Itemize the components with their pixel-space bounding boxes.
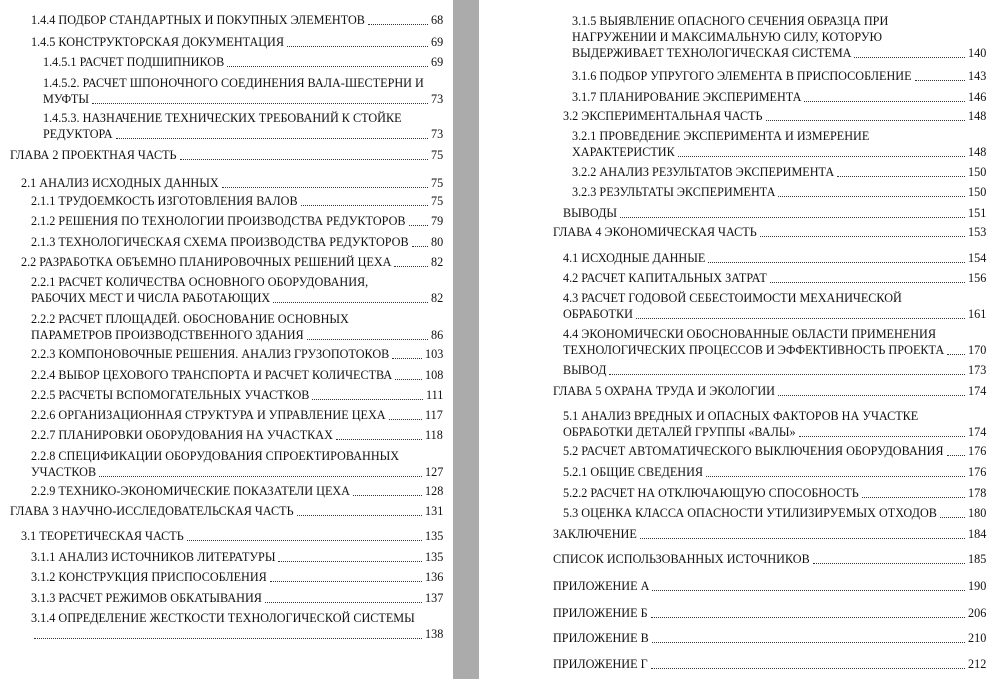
dot-leader — [287, 46, 428, 47]
dot-leader — [651, 617, 965, 618]
toc-page-number: 151 — [968, 206, 987, 220]
dot-leader — [609, 374, 965, 375]
dot-leader — [766, 120, 965, 121]
toc-entry-title: 1.4.5.2. РАСЧЕТ ШПОНОЧНОГО СОЕДИНЕНИЯ ВАЛА-ШЕСТЕРНИ И — [43, 76, 424, 90]
toc-page-number: 68 — [431, 13, 444, 27]
toc-entry-title: 1.4.5 КОНСТРУКТОРСКАЯ ДОКУМЕНТАЦИЯ — [31, 35, 284, 49]
dot-leader — [640, 538, 965, 539]
toc-entry[interactable] — [563, 443, 986, 459]
dot-leader — [265, 602, 422, 603]
toc-page-number: 117 — [425, 408, 443, 422]
toc-entry[interactable] — [553, 224, 986, 240]
toc-entry-title: 5.2.2 РАСЧЕТ НА ОТКЛЮЧАЮЩУЮ СПОСОБНОСТЬ — [563, 486, 859, 500]
toc-entry-title: 3.1.7 ПЛАНИРОВАНИЕ ЭКСПЕРИМЕНТА — [572, 90, 802, 104]
dot-leader — [92, 103, 428, 104]
toc-entry[interactable] — [563, 485, 986, 501]
toc-page-number: 140 — [968, 46, 987, 60]
dot-leader — [409, 225, 428, 226]
dot-leader — [34, 638, 422, 639]
dot-leader — [708, 262, 965, 263]
toc-entry[interactable] — [553, 605, 986, 621]
toc-page-number: 148 — [968, 109, 987, 123]
toc-entry-title: 2.2 РАЗРАБОТКА ОБЪЕМНО ПЛАНИРОВОЧНЫХ РЕШЕНИЙ ЦЕХА — [21, 255, 392, 269]
toc-entry[interactable] — [563, 326, 986, 358]
toc-page-number: 154 — [968, 251, 987, 265]
toc-page-number: 111 — [426, 388, 444, 402]
toc-entry[interactable] — [553, 526, 986, 542]
dot-leader — [837, 176, 965, 177]
toc-entry-title: 5.2.1 ОБЩИЕ СВЕДЕНИЯ — [563, 465, 704, 479]
toc-entry[interactable] — [43, 110, 443, 142]
toc-entry-title: 2.2.1 РАСЧЕТ КОЛИЧЕСТВА ОСНОВНОГО ОБОРУДОВАНИЯ, — [31, 275, 369, 289]
toc-entry[interactable] — [31, 407, 443, 423]
toc-entry-title: ХАРАКТЕРИСТИК — [572, 145, 675, 159]
toc-page-number: 131 — [425, 504, 444, 518]
toc-entry[interactable] — [553, 630, 986, 646]
toc-entry[interactable] — [572, 13, 986, 61]
dot-leader — [368, 24, 428, 25]
toc-entry[interactable] — [553, 383, 986, 399]
toc-entry[interactable] — [563, 464, 986, 480]
toc-entry-title: ЗАКЛЮЧЕНИЕ — [553, 527, 637, 541]
toc-page-number: 82 — [431, 291, 444, 305]
dot-leader — [940, 517, 965, 518]
toc-entry-title: 3.1.1 АНАЛИЗ ИСТОЧНИКОВ ЛИТЕРАТУРЫ — [31, 550, 276, 564]
dot-leader — [813, 563, 965, 564]
toc-page-left — [0, 0, 453, 679]
dot-leader — [778, 196, 965, 197]
toc-page-number: 103 — [425, 347, 444, 361]
toc-entry[interactable] — [563, 108, 986, 124]
toc-entry-title: 3.2.1 ПРОВЕДЕНИЕ ЭКСПЕРИМЕНТА И ИЗМЕРЕНИЕ — [572, 129, 870, 143]
toc-page-number: 150 — [968, 185, 987, 199]
toc-entry[interactable] — [563, 290, 986, 322]
dot-leader — [270, 581, 422, 582]
toc-entry[interactable] — [31, 569, 443, 585]
toc-entry-title: 2.2.6 ОРГАНИЗАЦИОННАЯ СТРУКТУРА И УПРАВЛЕНИЕ ЦЕХА — [31, 408, 386, 422]
toc-entry[interactable] — [31, 193, 443, 209]
toc-entry[interactable] — [31, 234, 443, 250]
toc-entry[interactable] — [563, 270, 986, 286]
toc-page-number: 75 — [431, 148, 444, 162]
toc-page-number: 69 — [431, 35, 444, 49]
toc-entry-title: 2.2.4 ВЫБОР ЦЕХОВОГО ТРАНСПОРТА И РАСЧЕТ КОЛИЧЕСТВА — [31, 368, 393, 382]
dot-leader — [297, 515, 422, 516]
toc-entry[interactable] — [563, 250, 986, 266]
toc-page-number: 190 — [968, 579, 987, 593]
dot-leader — [412, 246, 428, 247]
toc-page-number: 75 — [431, 176, 444, 190]
toc-entry-title: 2.2.9 ТЕХНИКО-ЭКОНОМИЧЕСКИЕ ПОКАЗАТЕЛИ ЦЕХА — [31, 484, 350, 498]
toc-entry[interactable] — [31, 12, 443, 28]
toc-entry-title: 2.2.3 КОМПОНОВОЧНЫЕ РЕШЕНИЯ. АНАЛИЗ ГРУЗОПОТОКОВ — [31, 347, 390, 361]
dot-leader — [99, 476, 422, 477]
dot-leader — [301, 205, 428, 206]
toc-entry-title: 3.2 ЭКСПЕРИМЕНТАЛЬНАЯ ЧАСТЬ — [563, 109, 763, 123]
dot-leader — [651, 668, 965, 669]
toc-entry-title: 2.2.7 ПЛАНИРОВКИ ОБОРУДОВАНИЯ НА УЧАСТКАХ — [31, 428, 333, 442]
toc-entry[interactable] — [31, 367, 443, 383]
toc-entry[interactable] — [563, 205, 986, 221]
toc-page-number: 143 — [968, 69, 987, 83]
toc-entry[interactable] — [553, 578, 986, 594]
dot-leader — [778, 395, 965, 396]
dot-leader — [799, 436, 965, 437]
dot-leader — [187, 540, 422, 541]
toc-page-number: 136 — [425, 570, 444, 584]
toc-entry-title: РЕДУКТОРА — [43, 127, 113, 141]
toc-entry-title: 3.1.5 ВЫЯВЛЕНИЕ ОПАСНОГО СЕЧЕНИЯ ОБРАЗЦА ПРИ — [572, 14, 889, 28]
toc-page-number: 210 — [968, 631, 987, 645]
toc-entry-title: 1.4.4 ПОДБОР СТАНДАРТНЫХ И ПОКУПНЫХ ЭЛЕМЕНТОВ — [31, 13, 365, 27]
toc-page-number: 146 — [968, 90, 987, 104]
toc-entry[interactable] — [43, 54, 443, 70]
toc-entry-title: 3.1.6 ПОДБОР УПРУГОГО ЭЛЕМЕНТА В ПРИСПОСОБЛЕНИЕ — [572, 69, 912, 83]
toc-page-number: 212 — [968, 657, 987, 671]
dot-leader — [947, 354, 965, 355]
toc-entry-title: ОБРАБОТКИ — [563, 307, 633, 321]
toc-page-number: 148 — [968, 145, 987, 159]
toc-entry-title: 2.2.2 РАСЧЕТ ПЛОЩАДЕЙ. ОБОСНОВАНИЕ ОСНОВНЫХ — [31, 312, 349, 326]
toc-entry-title: 2.1.2 РЕШЕНИЯ ПО ТЕХНОЛОГИИ ПРОИЗВОДСТВА РЕДУКТОРОВ — [31, 214, 406, 228]
toc-entry-title: 2.2.5 РАСЧЕТЫ ВСПОМОГАТЕЛЬНЫХ УЧАСТКОВ — [31, 388, 310, 402]
dot-leader — [278, 561, 422, 562]
toc-entry-title: 3.2.2 АНАЛИЗ РЕЗУЛЬТАТОВ ЭКСПЕРИМЕНТА — [572, 165, 835, 179]
toc-page-number: 79 — [431, 214, 444, 228]
toc-entry[interactable] — [31, 34, 443, 50]
toc-page-number: 118 — [425, 428, 443, 442]
toc-page-number: 178 — [968, 486, 987, 500]
toc-page-number: 135 — [425, 529, 444, 543]
toc-entry-title: ОБРАБОТКИ ДЕТАЛЕЙ ГРУППЫ «ВАЛЫ» — [563, 425, 796, 439]
dot-leader — [678, 156, 965, 157]
dot-leader — [222, 187, 428, 188]
dot-leader — [227, 66, 428, 67]
dot-leader — [862, 497, 965, 498]
toc-entry[interactable] — [563, 408, 986, 440]
toc-entry[interactable] — [572, 128, 986, 160]
toc-entry-title: 4.3 РАСЧЕТ ГОДОВОЙ СЕБЕСТОИМОСТИ МЕХАНИЧЕСКОЙ — [563, 291, 902, 305]
dot-leader — [620, 217, 965, 218]
toc-entry[interactable] — [572, 68, 986, 84]
toc-entry-title: СПИСОК ИСПОЛЬЗОВАННЫХ ИСТОЧНИКОВ — [553, 552, 810, 566]
toc-page-number: 82 — [431, 255, 444, 269]
toc-entry[interactable] — [31, 549, 443, 565]
toc-entry-title: ПРИЛОЖЕНИЕ Б — [553, 606, 648, 620]
toc-entry-title: 1.4.5.1 РАСЧЕТ ПОДШИПНИКОВ — [43, 55, 225, 69]
toc-entry-title: МУФТЫ — [43, 92, 89, 106]
toc-entry[interactable] — [31, 610, 443, 642]
dot-leader — [392, 358, 422, 359]
toc-entry-title: ГЛАВА 3 НАУЧНО-ИССЛЕДОВАТЕЛЬСКАЯ ЧАСТЬ — [10, 504, 294, 518]
toc-entry[interactable] — [10, 147, 443, 163]
dot-leader — [116, 138, 428, 139]
toc-entry[interactable] — [31, 427, 443, 443]
toc-entry-title: 5.3 ОЦЕНКА КЛАССА ОПАСНОСТИ УТИЛИЗИРУЕМЫХ ОТХОДОВ — [563, 506, 937, 520]
toc-entry[interactable] — [31, 590, 443, 606]
toc-entry[interactable] — [31, 213, 443, 229]
toc-page-number: 153 — [968, 225, 987, 239]
toc-page-number: 206 — [968, 606, 987, 620]
toc-page-number: 173 — [968, 363, 987, 377]
toc-page-number: 184 — [968, 527, 987, 541]
dot-leader — [770, 282, 965, 283]
dot-leader — [915, 80, 965, 81]
toc-entry-title: 5.1 АНАЛИЗ ВРЕДНЫХ И ОПАСНЫХ ФАКТОРОВ НА УЧАСТКЕ — [563, 409, 919, 423]
dot-leader — [760, 236, 965, 237]
toc-entry-title: ВЫВОД — [563, 363, 607, 377]
toc-entry[interactable] — [31, 311, 443, 343]
toc-entry[interactable] — [563, 362, 986, 378]
toc-entry-title: 2.1.1 ТРУДОЕМКОСТЬ ИЗГОТОВЛЕНИЯ ВАЛОВ — [31, 194, 298, 208]
toc-entry-title: 3.1 ТЕОРЕТИЧЕСКАЯ ЧАСТЬ — [21, 529, 184, 543]
toc-page-number: 73 — [431, 92, 444, 106]
toc-entry-title: 4.4 ЭКОНОМИЧЕСКИ ОБОСНОВАННЫЕ ОБЛАСТИ ПРИМЕНЕНИЯ — [563, 327, 936, 341]
dot-leader — [389, 419, 422, 420]
toc-page-number: 127 — [425, 465, 444, 479]
toc-page-number: 176 — [968, 444, 987, 458]
toc-page-number: 135 — [425, 550, 444, 564]
toc-entry-title: ТЕХНОЛОГИЧЕСКИХ ПРОЦЕССОВ И ЭФФЕКТИВНОСТЬ ПРОЕКТА — [563, 343, 945, 357]
toc-entry[interactable] — [10, 503, 443, 519]
dot-leader — [312, 399, 423, 400]
toc-entry[interactable] — [563, 505, 986, 521]
toc-page-number: 180 — [968, 506, 987, 520]
dot-leader — [395, 379, 422, 380]
toc-entry-title: 4.2 РАСЧЕТ КАПИТАЛЬНЫХ ЗАТРАТ — [563, 271, 767, 285]
toc-entry-title: УЧАСТКОВ — [31, 465, 97, 479]
dot-leader — [706, 476, 965, 477]
toc-page-number: 128 — [425, 484, 444, 498]
toc-entry-title: ПАРАМЕТРОВ ПРОИЗВОДСТВЕННОГО ЗДАНИЯ — [31, 328, 304, 342]
toc-entry[interactable] — [43, 75, 443, 107]
toc-page-number: 73 — [431, 127, 444, 141]
dot-leader — [652, 590, 965, 591]
dot-leader — [273, 302, 428, 303]
dot-leader — [336, 439, 422, 440]
toc-entry-title: 1.4.5.3. НАЗНАЧЕНИЕ ТЕХНИЧЕСКИХ ТРЕБОВАНИЙ К СТОЙКЕ — [43, 111, 402, 125]
toc-entry-title: ГЛАВА 4 ЭКОНОМИЧЕСКАЯ ЧАСТЬ — [553, 225, 757, 239]
toc-page-number: 75 — [431, 194, 444, 208]
toc-entry-title: ГЛАВА 2 ПРОЕКТНАЯ ЧАСТЬ — [10, 148, 177, 162]
toc-page-number: 80 — [431, 235, 444, 249]
toc-entry[interactable] — [21, 254, 443, 270]
toc-entry-title: 2.1 АНАЛИЗ ИСХОДНЫХ ДАННЫХ — [21, 176, 219, 190]
toc-entry-title: ВЫВОДЫ — [563, 206, 618, 220]
toc-entry-title: 2.1.3 ТЕХНОЛОГИЧЕСКАЯ СХЕМА ПРОИЗВОДСТВА РЕДУКТОРОВ — [31, 235, 409, 249]
toc-entry[interactable] — [31, 448, 443, 480]
dot-leader — [353, 495, 422, 496]
dot-leader — [804, 101, 965, 102]
dot-leader — [652, 642, 965, 643]
toc-page-number: 137 — [425, 591, 444, 605]
toc-entry[interactable] — [572, 164, 986, 180]
toc-page-right — [479, 0, 1000, 679]
toc-entry-title: ПРИЛОЖЕНИЕ Г — [553, 657, 648, 671]
toc-page-number: 138 — [425, 627, 444, 641]
toc-entry[interactable] — [572, 184, 986, 200]
toc-entry-title: ПРИЛОЖЕНИЕ А — [553, 579, 650, 593]
toc-entry-title: НАГРУЖЕНИИ И МАКСИМАЛЬНУЮ СИЛУ, КОТОРУЮ — [572, 30, 882, 44]
toc-entry[interactable] — [572, 89, 986, 105]
toc-page-number: 170 — [968, 343, 987, 357]
toc-page-number: 161 — [968, 307, 987, 321]
toc-page-number: 156 — [968, 271, 987, 285]
toc-entry[interactable] — [31, 274, 443, 306]
dot-leader — [180, 159, 428, 160]
toc-entry[interactable] — [21, 175, 443, 191]
toc-entry[interactable] — [31, 387, 443, 403]
toc-entry[interactable] — [21, 528, 443, 544]
toc-entry-title: 2.2.8 СПЕЦИФИКАЦИИ ОБОРУДОВАНИЯ СПРОЕКТИРОВАННЫХ — [31, 449, 400, 463]
dot-leader — [854, 57, 965, 58]
toc-page-number: 176 — [968, 465, 987, 479]
toc-entry-title: 3.2.3 РЕЗУЛЬТАТЫ ЭКСПЕРИМЕНТА — [572, 185, 776, 199]
toc-entry-title: 5.2 РАСЧЕТ АВТОМАТИЧЕСКОГО ВЫКЛЮЧЕНИЯ ОБОРУДОВАНИЯ — [563, 444, 944, 458]
toc-page-number: 174 — [968, 384, 987, 398]
toc-page-number: 108 — [425, 368, 444, 382]
toc-entry[interactable] — [31, 346, 443, 362]
toc-entry-title: ПРИЛОЖЕНИЕ В — [553, 631, 649, 645]
toc-entry-title: 3.1.4 ОПРЕДЕЛЕНИЕ ЖЕСТКОСТИ ТЕХНОЛОГИЧЕСКОЙ СИСТЕМЫ — [31, 611, 415, 625]
toc-entry[interactable] — [553, 551, 986, 567]
toc-page-number: 185 — [968, 552, 987, 566]
toc-entry-title: 3.1.2 КОНСТРУКЦИЯ ПРИСПОСОБЛЕНИЯ — [31, 570, 267, 584]
toc-entry-title: ГЛАВА 5 ОХРАНА ТРУДА И ЭКОЛОГИИ — [553, 384, 775, 398]
toc-entry[interactable] — [31, 483, 443, 499]
dot-leader — [307, 339, 428, 340]
toc-entry-title: РАБОЧИХ МЕСТ И ЧИСЛА РАБОТАЮЩИХ — [31, 291, 271, 305]
toc-page-number: 150 — [968, 165, 987, 179]
dot-leader — [636, 318, 965, 319]
dot-leader — [394, 266, 428, 267]
toc-page-number: 69 — [431, 55, 444, 69]
toc-page-number: 174 — [968, 425, 987, 439]
toc-page-number: 86 — [431, 328, 444, 342]
toc-entry[interactable] — [553, 656, 986, 672]
dot-leader — [947, 455, 965, 456]
toc-entry-title: 3.1.3 РАСЧЕТ РЕЖИМОВ ОБКАТЫВАНИЯ — [31, 591, 262, 605]
toc-entry-title: ВЫДЕРЖИВАЕТ ТЕХНОЛОГИЧЕСКАЯ СИСТЕМА — [572, 46, 852, 60]
toc-entry-title: 4.1 ИСХОДНЫЕ ДАННЫЕ — [563, 251, 706, 265]
